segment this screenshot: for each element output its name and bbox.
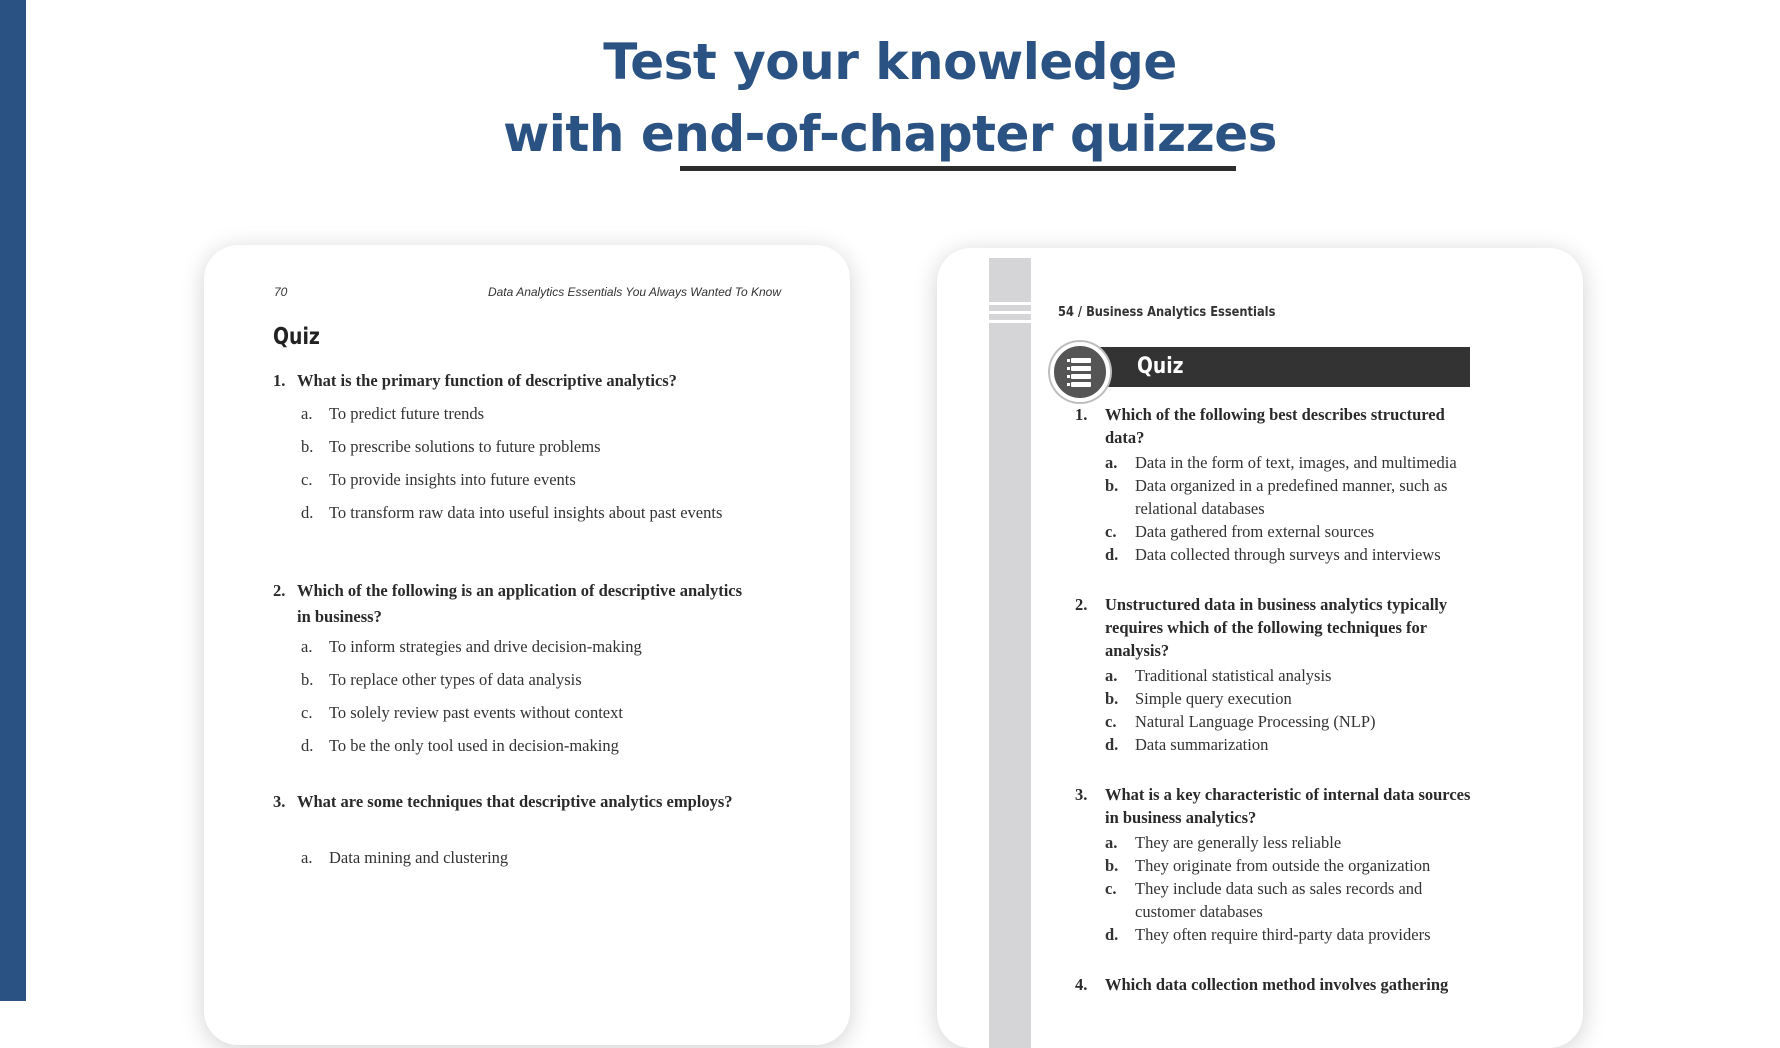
question-text: What are some techniques that descriptive analytics employs? xyxy=(297,792,733,811)
question-2 xyxy=(1075,593,1485,662)
question-number: 4. xyxy=(1075,975,1088,994)
option-text: They often require third-party data providers xyxy=(1135,925,1431,944)
strip-divider xyxy=(989,311,1031,314)
option-text: Simple query execution xyxy=(1135,689,1292,708)
question-text: Which of the following best describes structured data? xyxy=(1105,405,1445,447)
question-4 xyxy=(1075,973,1475,996)
option-letter: a. xyxy=(1105,453,1118,472)
option-item xyxy=(1105,854,1485,877)
question-3 xyxy=(1075,783,1485,829)
question-text: Which of the following is an application of descriptive analytics in business? xyxy=(297,581,743,626)
page-header: 54 / Business Analytics Essentials xyxy=(1058,305,1276,320)
option-item xyxy=(301,500,731,526)
option-item xyxy=(1105,710,1485,733)
option-letter: a. xyxy=(301,404,313,423)
question-number: 3. xyxy=(1075,785,1088,804)
option-text: They originate from outside the organization xyxy=(1135,856,1431,875)
question-text: Which data collection method involves gathering xyxy=(1105,975,1449,994)
quiz-list-icon xyxy=(1050,342,1110,402)
option-letter: b. xyxy=(1105,689,1119,708)
question-number: 2. xyxy=(273,581,286,600)
option-text: Natural Language Processing (NLP) xyxy=(1135,712,1376,731)
option-letter: b. xyxy=(301,670,314,689)
option-text: They include data such as sales records and customer databases xyxy=(1135,879,1423,921)
option-letter: d. xyxy=(1105,545,1119,564)
option-letter: a. xyxy=(301,637,313,656)
option-text: Data collected through surveys and interviews xyxy=(1135,545,1441,564)
option-text: Data organized in a predefined manner, such as relational databases xyxy=(1135,476,1448,518)
left-book-page xyxy=(204,245,850,1045)
option-text: To solely review past events without context xyxy=(329,703,623,722)
option-text: Data summarization xyxy=(1135,735,1269,754)
option-item xyxy=(1105,733,1485,756)
option-item xyxy=(1105,664,1485,687)
page-number: 70 xyxy=(274,285,288,299)
option-text: Data gathered from external sources xyxy=(1135,522,1375,541)
option-letter: a. xyxy=(1105,833,1118,852)
right-book-page xyxy=(937,248,1583,1048)
option-item xyxy=(1105,831,1485,854)
quiz-heading: Quiz xyxy=(273,324,320,350)
option-item xyxy=(301,733,761,759)
option-text: To prescribe solutions to future problems xyxy=(329,437,601,456)
option-item xyxy=(1105,687,1485,710)
question-1 xyxy=(273,368,753,394)
running-title: Data Analytics Essentials You Always Wanted To Know xyxy=(487,285,781,299)
option-text: To provide insights into future events xyxy=(329,470,576,489)
option-item xyxy=(301,467,761,493)
strip-divider xyxy=(989,302,1031,305)
question-text: What is the primary function of descriptive analytics? xyxy=(297,371,677,390)
option-item xyxy=(301,845,761,871)
option-text: To be the only tool used in decision-making xyxy=(329,736,619,755)
option-text: To predict future trends xyxy=(329,404,485,423)
option-item xyxy=(301,434,761,460)
option-text: To inform strategies and drive decision-making xyxy=(329,637,642,656)
headline-line-1: Test your knowledge xyxy=(603,33,1177,91)
option-item xyxy=(301,667,761,693)
option-text: Data mining and clustering xyxy=(329,848,509,867)
question-3 xyxy=(273,789,733,815)
headline-underline xyxy=(680,166,1236,171)
option-letter: c. xyxy=(1105,522,1117,541)
option-text: To replace other types of data analysis xyxy=(329,670,582,689)
option-letter: c. xyxy=(301,470,313,489)
option-text: They are generally less reliable xyxy=(1135,833,1342,852)
question-text: What is a key characteristic of internal data sources in business analytics? xyxy=(1105,785,1471,827)
question-number: 1. xyxy=(1075,405,1088,424)
option-item xyxy=(1105,474,1475,520)
question-number: 1. xyxy=(273,371,286,390)
quiz-heading: Quiz xyxy=(1137,354,1184,379)
option-item xyxy=(301,634,761,660)
option-letter: d. xyxy=(301,736,314,755)
option-text: To transform raw data into useful insights about past events xyxy=(329,503,723,522)
question-number: 3. xyxy=(273,792,286,811)
option-letter: b. xyxy=(1105,476,1119,495)
option-letter: a. xyxy=(1105,666,1118,685)
option-letter: a. xyxy=(301,848,313,867)
option-text: Traditional statistical analysis xyxy=(1135,666,1332,685)
option-letter: c. xyxy=(1105,712,1117,731)
option-letter: c. xyxy=(301,703,313,722)
option-item xyxy=(1105,923,1485,946)
option-letter: d. xyxy=(1105,925,1119,944)
option-letter: c. xyxy=(1105,879,1117,898)
question-text: Unstructured data in business analytics typically requires which of the following techniques for analysis? xyxy=(1105,595,1448,660)
option-letter: b. xyxy=(301,437,314,456)
question-1 xyxy=(1075,403,1475,449)
quiz-banner xyxy=(1072,347,1470,387)
option-letter: d. xyxy=(1105,735,1119,754)
question-number: 2. xyxy=(1075,595,1088,614)
option-item xyxy=(301,700,761,726)
option-letter: b. xyxy=(1105,856,1119,875)
headline-line-2: with end-of-chapter quizzes xyxy=(503,105,1277,163)
option-item xyxy=(1105,543,1485,566)
option-item xyxy=(301,401,761,427)
option-item xyxy=(1105,520,1485,543)
strip-divider xyxy=(989,320,1031,323)
option-item xyxy=(1105,877,1470,923)
page-edge-strip xyxy=(989,258,1031,1048)
option-text: Data in the form of text, images, and multimedia xyxy=(1135,453,1457,472)
option-letter: d. xyxy=(301,503,314,522)
option-item xyxy=(1105,451,1485,474)
question-2 xyxy=(273,578,743,630)
